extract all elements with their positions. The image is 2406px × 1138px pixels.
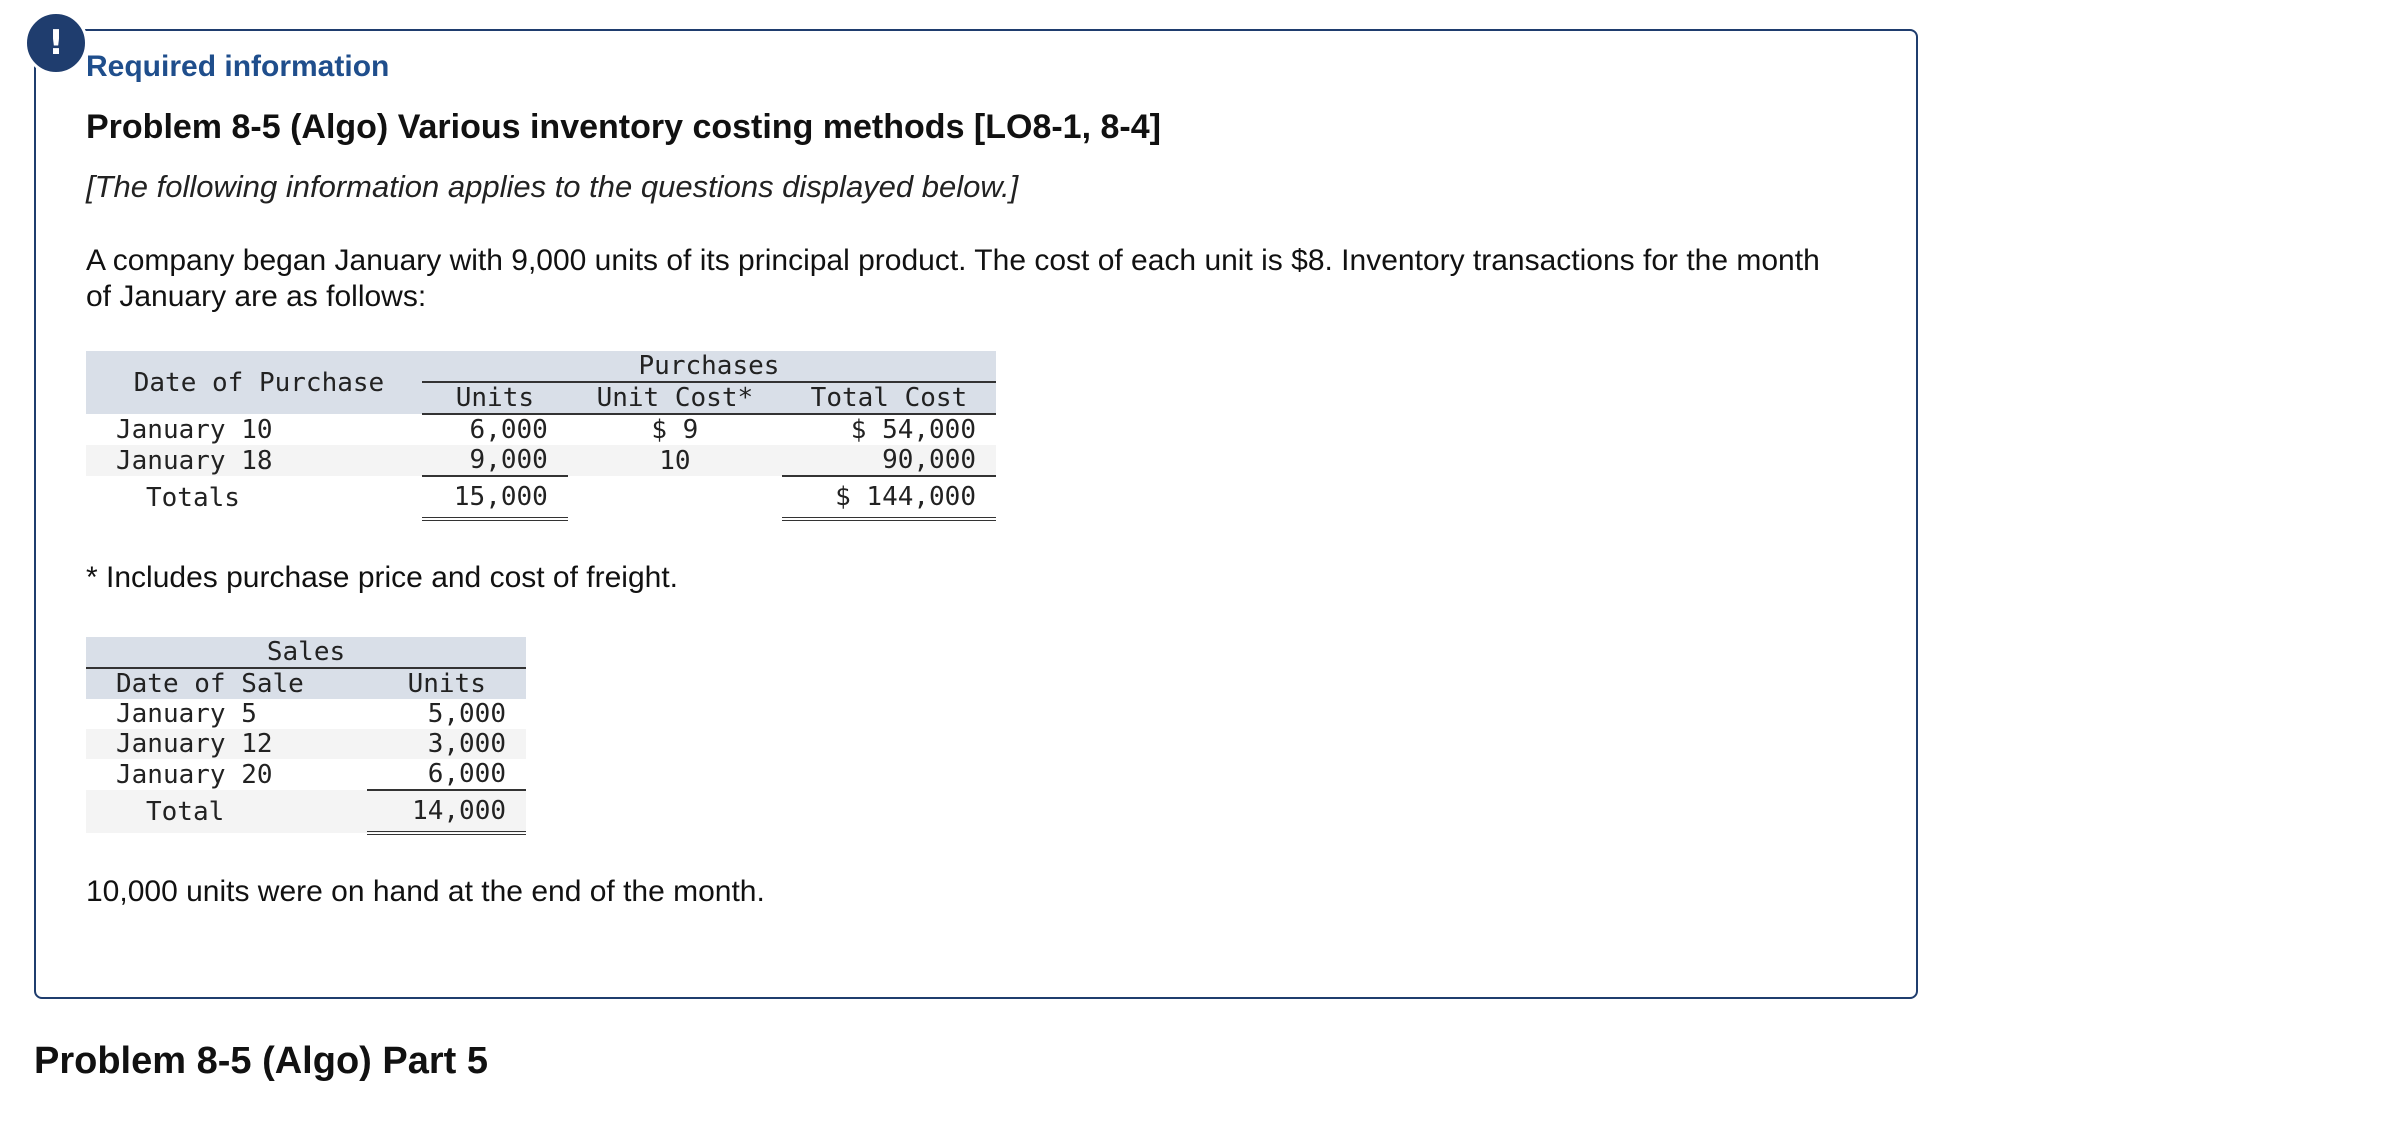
sales-total-label: Total bbox=[146, 796, 225, 827]
table-row bbox=[86, 729, 526, 759]
purchases-totals-label: Totals bbox=[146, 482, 240, 513]
sales-col-units: Units bbox=[407, 669, 486, 699]
purchases-totals-row bbox=[86, 476, 996, 519]
purchases-totals-units: 15,000 bbox=[422, 476, 568, 519]
problem-title: Problem 8-5 (Algo) Various inventory costing methods [LO8-1, 8-4] bbox=[86, 108, 1161, 146]
purchase-unit-cost: $ 9 bbox=[651, 415, 699, 445]
purchase-unit-cost: 10 bbox=[659, 445, 691, 476]
table-row bbox=[86, 414, 996, 445]
table-row bbox=[86, 759, 526, 790]
sales-header-row bbox=[86, 637, 526, 668]
purchases-table bbox=[86, 351, 996, 521]
purchase-date: January 10 bbox=[116, 414, 273, 445]
purchases-col-total-cost: Total Cost bbox=[782, 382, 996, 414]
sale-date: January 20 bbox=[116, 759, 273, 790]
table-row bbox=[86, 445, 996, 476]
purchases-header-row bbox=[86, 351, 996, 382]
purchase-total-cost: $ 54,000 bbox=[850, 415, 976, 445]
sale-units: 6,000 bbox=[367, 759, 526, 790]
intro-text: A company began January with 9,000 units of its principal product. The cost of each unit is $8. Inventory transactions for the month of January are as follows: bbox=[86, 244, 1820, 313]
purchases-col-date: Date of Purchase bbox=[133, 367, 385, 398]
purchases-totals-cost: $ 144,000 bbox=[782, 476, 996, 519]
sale-date: January 12 bbox=[116, 729, 273, 759]
exclamation-icon: ! bbox=[24, 11, 88, 75]
purchases-totals-blank bbox=[568, 476, 782, 519]
purchases-col-unit-cost: Unit Cost* bbox=[568, 382, 782, 414]
applies-note: [The following information applies to the questions displayed below.] bbox=[86, 169, 1019, 204]
sales-group-header: Sales bbox=[86, 637, 526, 668]
part-title: Problem 8-5 (Algo) Part 5 bbox=[34, 1040, 488, 1082]
purchase-units: 9,000 bbox=[422, 445, 568, 476]
purchases-group-header: Purchases bbox=[422, 351, 996, 382]
footnote: * Includes purchase price and cost of freight. bbox=[86, 561, 679, 594]
sales-total-row bbox=[86, 790, 526, 833]
purchase-units: 6,000 bbox=[469, 415, 548, 445]
sales-subheader-row bbox=[86, 668, 526, 699]
sale-units: 5,000 bbox=[427, 699, 506, 729]
required-information-content bbox=[86, 50, 1846, 909]
sale-date: January 5 bbox=[116, 699, 257, 729]
purchase-date: January 18 bbox=[116, 445, 273, 476]
required-information-label: Required information bbox=[86, 50, 390, 83]
sales-col-date: Date of Sale bbox=[116, 669, 304, 699]
sales-table bbox=[86, 637, 526, 835]
sales-total-units: 14,000 bbox=[367, 790, 526, 833]
table-row bbox=[86, 699, 526, 729]
purchases-col-units: Units bbox=[422, 382, 568, 414]
sale-units: 3,000 bbox=[427, 729, 506, 759]
purchase-total-cost: 90,000 bbox=[782, 445, 996, 476]
end-note: 10,000 units were on hand at the end of the month. bbox=[86, 875, 765, 908]
